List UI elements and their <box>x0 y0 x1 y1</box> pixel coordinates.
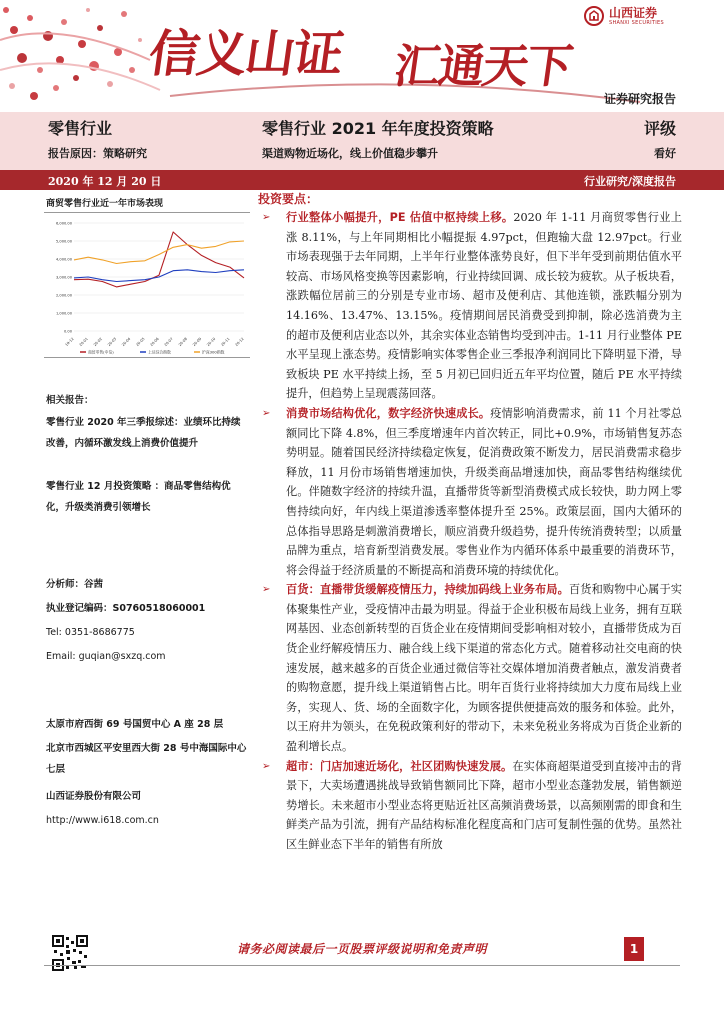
x-tick-label: 20-11 <box>220 336 231 348</box>
x-tick-label: 20-10 <box>206 336 217 348</box>
related-reports-heading: 相关报告： <box>46 395 94 406</box>
sector-name: 零售行业 <box>48 119 113 138</box>
x-tick-label: 20-08 <box>177 336 189 348</box>
slogan-right: 汇通天下 <box>390 39 575 93</box>
phone-number: Tel: 0351-8686775 <box>46 627 135 638</box>
address-beijing: 北京市西城区平安里西大街 28 号中海国际中心七层 <box>46 743 247 775</box>
address-taiyuan: 太原市府西街 69 号国贸中心 A 座 28 层 <box>46 719 224 730</box>
y-tick-label: 3,000.00 <box>55 275 72 280</box>
legend-label: 上证综合指数 <box>148 349 171 355</box>
bullet-arrow-icon: ➢ <box>262 212 271 223</box>
market-performance-chart <box>44 212 250 358</box>
x-tick-label: 20-07 <box>163 336 174 348</box>
logo-emblem-icon <box>584 6 604 26</box>
x-tick-label: 20-12 <box>234 336 245 348</box>
bullet-arrow-icon: ➢ <box>262 407 271 419</box>
point-lead: 消费市场结构优化，数字经济快速成长。 <box>286 406 491 420</box>
sidebar <box>44 190 250 830</box>
report-reason: 报告原因：策略研究 <box>48 147 147 160</box>
x-tick-label: 19-12 <box>64 336 75 348</box>
key-point <box>258 757 682 855</box>
x-tick-label: 20-04 <box>121 336 132 348</box>
main-content <box>258 190 682 855</box>
related-report-link[interactable]: 零售行业 2020 年三季报综述：业绩环比持续改善，内循环激发线上消费价值提升 <box>46 417 241 449</box>
x-tick-label: 20-02 <box>92 336 104 348</box>
highlights-heading: 投资要点： <box>258 192 319 206</box>
key-point <box>258 208 682 404</box>
legend-label: 沪深300指数 <box>202 349 225 355</box>
report-title: 零售行业 2021 年年度投资策略 <box>262 119 494 138</box>
license-code: 执业登记编码：S0760518060001 <box>46 603 206 614</box>
disclaimer-notice: 请务必阅读最后一页股票评级说明和免责声明 <box>236 942 487 956</box>
logo-name-en: SHANXI SECURITIES <box>609 19 664 26</box>
company-logo <box>584 6 664 26</box>
series-line <box>74 241 244 264</box>
y-tick-label: 5,000.00 <box>55 239 72 244</box>
related-report-link[interactable]: 零售行业 12 月投资策略 ：商品零售结构优化，升级类消费引领增长 <box>46 481 231 513</box>
email-address[interactable]: Email: guqian@sxzq.com <box>46 651 166 662</box>
analyst-name: 分析师：谷茜 <box>46 579 104 590</box>
point-lead: 行业整体小幅提升，PE 估值中枢持续上移。 <box>286 211 514 224</box>
legend-label: 商贸零售(中信) <box>88 349 114 355</box>
point-body: 疫情影响消费需求，前 11 个月社零总额同比下降 4.8%，但三季度增速年内首次转正，同比+0.9%，市场销售复苏态势明显。随着国民经济持续稳定恢复，促消费政策不断发力，居民消费需求稳步释放，11 月份市场销售增速加快，升级类商品增速加快，商品零售结构继续优化。伴随数字经济的持续升温，直播带货等新型消费模式成长较快，助力网上零售持续向好，年内线上渠道渗透率整体提升至 25%。政策层面，国内大循环的总体指导思路是刺激消费增长，顺应消费升级趋势，提升传统消费转型；以质量品牌为重点，培育新型消费发展。零售业作为内循环体系中最重要的消费环节，将会得益于经济质量的不断提高和消费环境的持续优化。 <box>286 406 682 577</box>
footer-divider <box>44 965 680 966</box>
chart-canvas <box>44 213 250 359</box>
y-tick-label: 4,000.00 <box>55 257 72 262</box>
key-point <box>258 404 682 580</box>
point-body: 百货和购物中心属于实体聚集性产业，受疫情冲击最为明显。得益于企业积极布局线上业务，拥有互联网基因、业态创新转型的百货企业在疫情期间受影响相对较小，直播带货成为百货企业纾解疫情压力、融合线上线下渠道的常态化方式。随着移动社交电商的快速发展，越来越多的百货企业通过微信等社交媒体增加消费者触点，激发消费者的购物意愿，提升线上渠道销售占比。明年百货行业将持续加大力度布局线上业务，实现人、货、场的全面数字化，为顾客提供便捷高效的服务和体验。此外，以王府井为领头，在免税政策利好的带动下，未来免税业务将成为百货企业新的盈利增长点。 <box>286 583 682 754</box>
y-tick-label: 1,000.00 <box>55 311 72 316</box>
point-lead: 超市：门店加速近场化，社区团购快速发展。 <box>286 759 513 773</box>
report-subtitle: 渠道购物近场化，线上价值稳步攀升 <box>262 147 438 160</box>
bullet-arrow-icon: ➢ <box>262 584 271 596</box>
x-tick-label: 20-03 <box>106 336 118 348</box>
y-tick-label: 6,000.00 <box>55 221 72 226</box>
slogan-left: 信义山证 <box>145 24 346 83</box>
point-body: 2020 年 1-11 月商贸零售行业上涨 8.11%，与上年同期相比小幅提振 4.97pct，但跑输大盘 12.97pct。行业市场表现强于去年同期，上半年行业整体涨势良好，但下半年受到前期估值水平较高、市场风格变换等因素影响，行业持续回调、成长较为疲软。从子板块看，涨跌幅位居前三的分别是专业市场、超市及便利店、其他连锁，涨跌幅分别为 14.16%、13.47%、13.15%。疫情期间居民消费受到抑制，除必选消费为主的超市及便利店业态以外，其余实体业态销售均受到冲击。1-11 月行业整体 PE 水平呈现上涨态势。疫情影响实体零售企业三季报净利润同比下降明显下滑，导致板块 PE 水平持续上扬，至 5 月初已回归近五年平均位置，随后 PE 水平持续提升，但趋势上呈现震荡回落。 <box>286 211 682 401</box>
rating-value: 看好 <box>654 147 676 160</box>
page-number: 1 <box>624 937 644 961</box>
x-tick-label: 20-09 <box>191 336 203 348</box>
report-date: 2020 年 12 月 20 日 <box>48 175 162 188</box>
rating-label: 评级 <box>643 119 676 138</box>
x-tick-label: 20-06 <box>149 336 160 348</box>
point-lead: 百货：直播带货缓解疫情压力，持续加码线上业务布局。 <box>286 583 569 597</box>
bullet-arrow-icon: ➢ <box>262 760 271 772</box>
website-link[interactable]: http://www.i618.com.cn <box>46 815 159 826</box>
y-tick-label: 0.00 <box>63 329 72 334</box>
header-banner <box>0 0 724 112</box>
y-tick-label: 2,000.00 <box>55 293 72 298</box>
key-point <box>258 580 682 756</box>
report-category: 行业研究/深度报告 <box>583 175 676 188</box>
logo-name-cn: 山西证券 <box>609 5 658 20</box>
x-tick-label: 20-01 <box>78 336 89 348</box>
x-tick-label: 20-05 <box>135 336 146 348</box>
company-name: 山西证券股份有限公司 <box>46 791 142 802</box>
point-body: 在实体商超渠道受到直接冲击的背景下，大卖场遭遇挑战导致销售额同比下降，超市小型业态蓬勃发展，销售额逆势增长。未来超市小型业态将更贴近社区高频消费场景，以高频刚需的即食和生鲜类产品为引流，拥有产品结构标准化程度高和门店可复制性强的优势。虽然社区生鲜业态下半年的销售有所放 <box>286 759 682 851</box>
report-kind: 证券研究报告 <box>603 92 676 106</box>
title-band <box>0 112 724 170</box>
date-bar <box>0 170 724 190</box>
chart-title: 商贸零售行业近一年市场表现 <box>46 199 164 209</box>
